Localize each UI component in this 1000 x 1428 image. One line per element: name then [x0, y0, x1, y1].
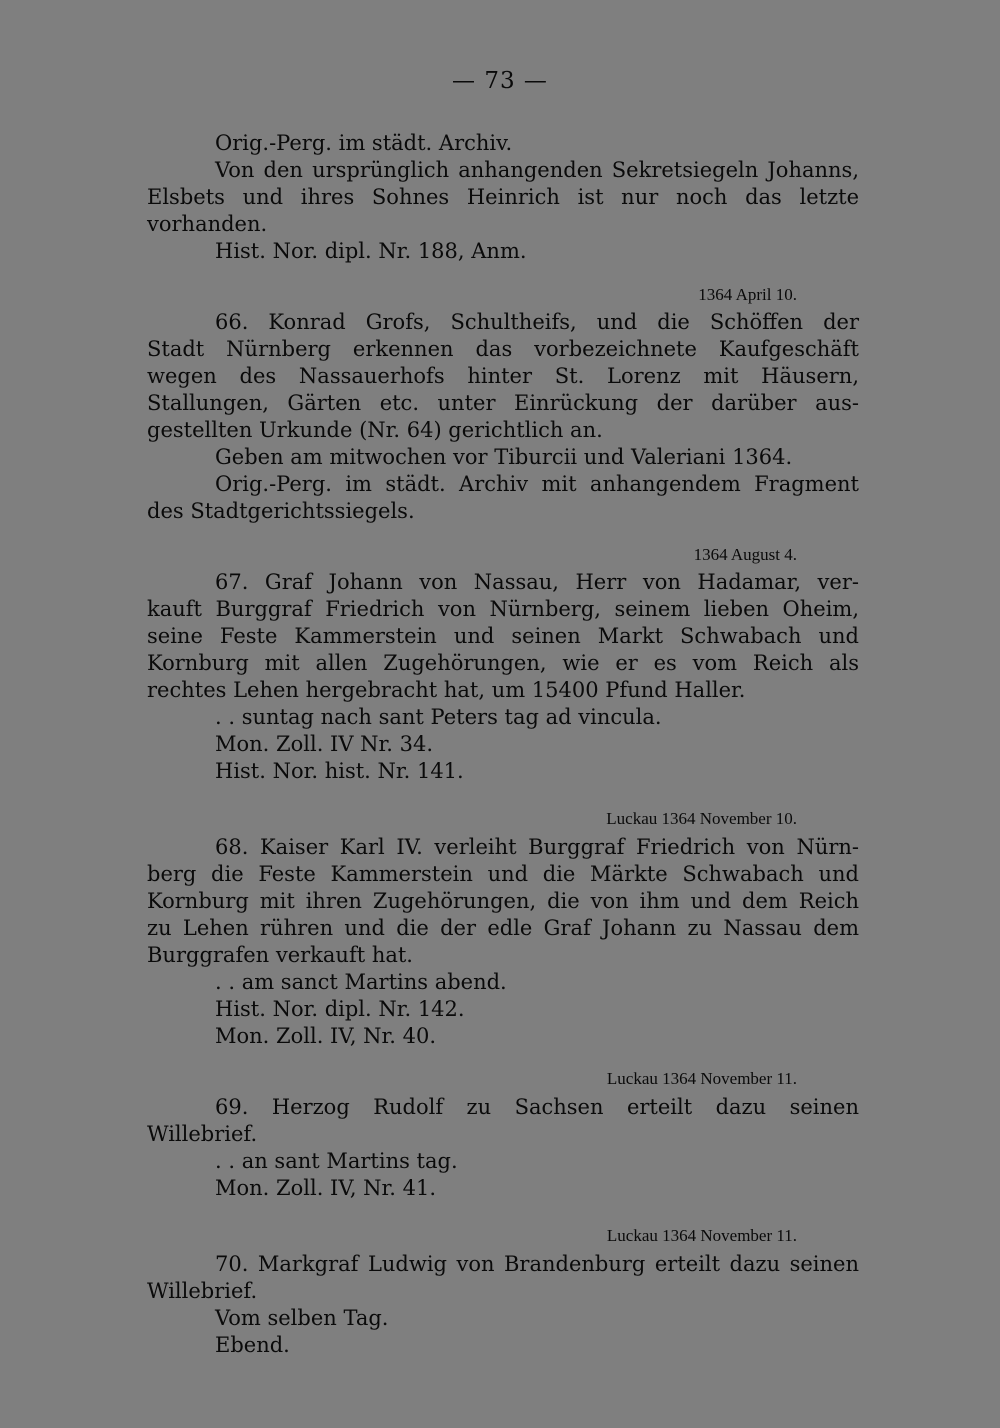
text-line: Hist. Nor. dipl. Nr. 142. [215, 997, 465, 1021]
text-line: Stadt Nürnberg erkennen das vorbezeichnete Kaufgeschäft [147, 337, 859, 361]
text-line: Hist. Nor. hist. Nr. 141. [215, 759, 464, 783]
text-line: wegen des Nassauerhofs hinter St. Lorenz mit Häusern, [147, 364, 859, 388]
text-line: vorhanden. [147, 212, 268, 236]
text-line: des Stadtgerichtssiegels. [147, 499, 415, 523]
page-number: — 73 — [452, 68, 548, 94]
text-line: 70. Markgraf Ludwig von Brandenburg erteilt dazu seinen [215, 1252, 859, 1276]
text-line: Orig.-Perg. im städt. Archiv mit anhangendem Fragment [215, 472, 859, 496]
text-line: Mon. Zoll. IV, Nr. 41. [215, 1176, 437, 1200]
text-line: Willebrief. [147, 1279, 258, 1303]
text-line: Kornburg mit allen Zugehörungen, wie er es vom Reich als [147, 651, 859, 675]
text-line: zu Lehen rühren und die der edle Graf Johann zu Nassau dem [147, 916, 859, 940]
text-line: Ebend. [215, 1333, 290, 1357]
entry-date: Luckau 1364 November 11. [606, 1226, 797, 1245]
text-line: . . an sant Martins tag. [215, 1149, 458, 1173]
text-line: . . suntag nach sant Peters tag ad vincula. [215, 705, 662, 729]
text-line: Kornburg mit ihren Zugehörungen, die von ihm und dem Reich [147, 889, 859, 913]
text-line: seine Feste Kammerstein und seinen Markt Schwabach und [147, 624, 859, 648]
text-line: Orig.-Perg. im städt. Archiv. [215, 131, 513, 155]
text-line: rechtes Lehen hergebracht hat, um 15400 Pfund Haller. [147, 678, 746, 702]
text-line: Willebrief. [147, 1122, 258, 1146]
text-line: Mon. Zoll. IV, Nr. 40. [215, 1024, 437, 1048]
text-line: Hist. Nor. dipl. Nr. 188, Anm. [215, 239, 527, 263]
text-line: 67. Graf Johann von Nassau, Herr von Hadamar, ver- [215, 570, 859, 594]
entry-date: 1364 April 10. [698, 285, 797, 304]
text-line: kauft Burggraf Friedrich von Nürnberg, seinem lieben Oheim, [147, 597, 859, 621]
entry-date: Luckau 1364 November 10. [606, 809, 797, 828]
text-line: Stallungen, Gärten etc. unter Einrückung der darüber aus- [147, 391, 859, 415]
text-line: 69. Herzog Rudolf zu Sachsen erteilt dazu seinen [215, 1095, 859, 1119]
text-line: 68. Kaiser Karl IV. verleiht Burggraf Friedrich von Nürn- [215, 835, 859, 859]
entry-date: Luckau 1364 November 11. [606, 1069, 797, 1088]
entry-date: 1364 August 4. [693, 545, 797, 564]
text-line: . . am sanct Martins abend. [215, 970, 507, 994]
text-line: Geben am mitwochen vor Tiburcii und Valeriani 1364. [215, 445, 793, 469]
text-line: berg die Feste Kammerstein und die Märkte Schwabach und [147, 862, 859, 886]
text-line: gestellten Urkunde (Nr. 64) gerichtlich an. [147, 418, 603, 442]
text-line: Burggrafen verkauft hat. [147, 943, 413, 967]
text-line: Elsbets und ihres Sohnes Heinrich ist nur noch das letzte [147, 185, 859, 209]
text-line: 66. Konrad Grofs, Schultheifs, und die Schöffen der [215, 310, 859, 334]
text-line: Von den ursprünglich anhangenden Sekretsiegeln Johanns, [215, 158, 859, 182]
text-line: Vom selben Tag. [215, 1306, 389, 1330]
text-line: Mon. Zoll. IV Nr. 34. [215, 732, 434, 756]
